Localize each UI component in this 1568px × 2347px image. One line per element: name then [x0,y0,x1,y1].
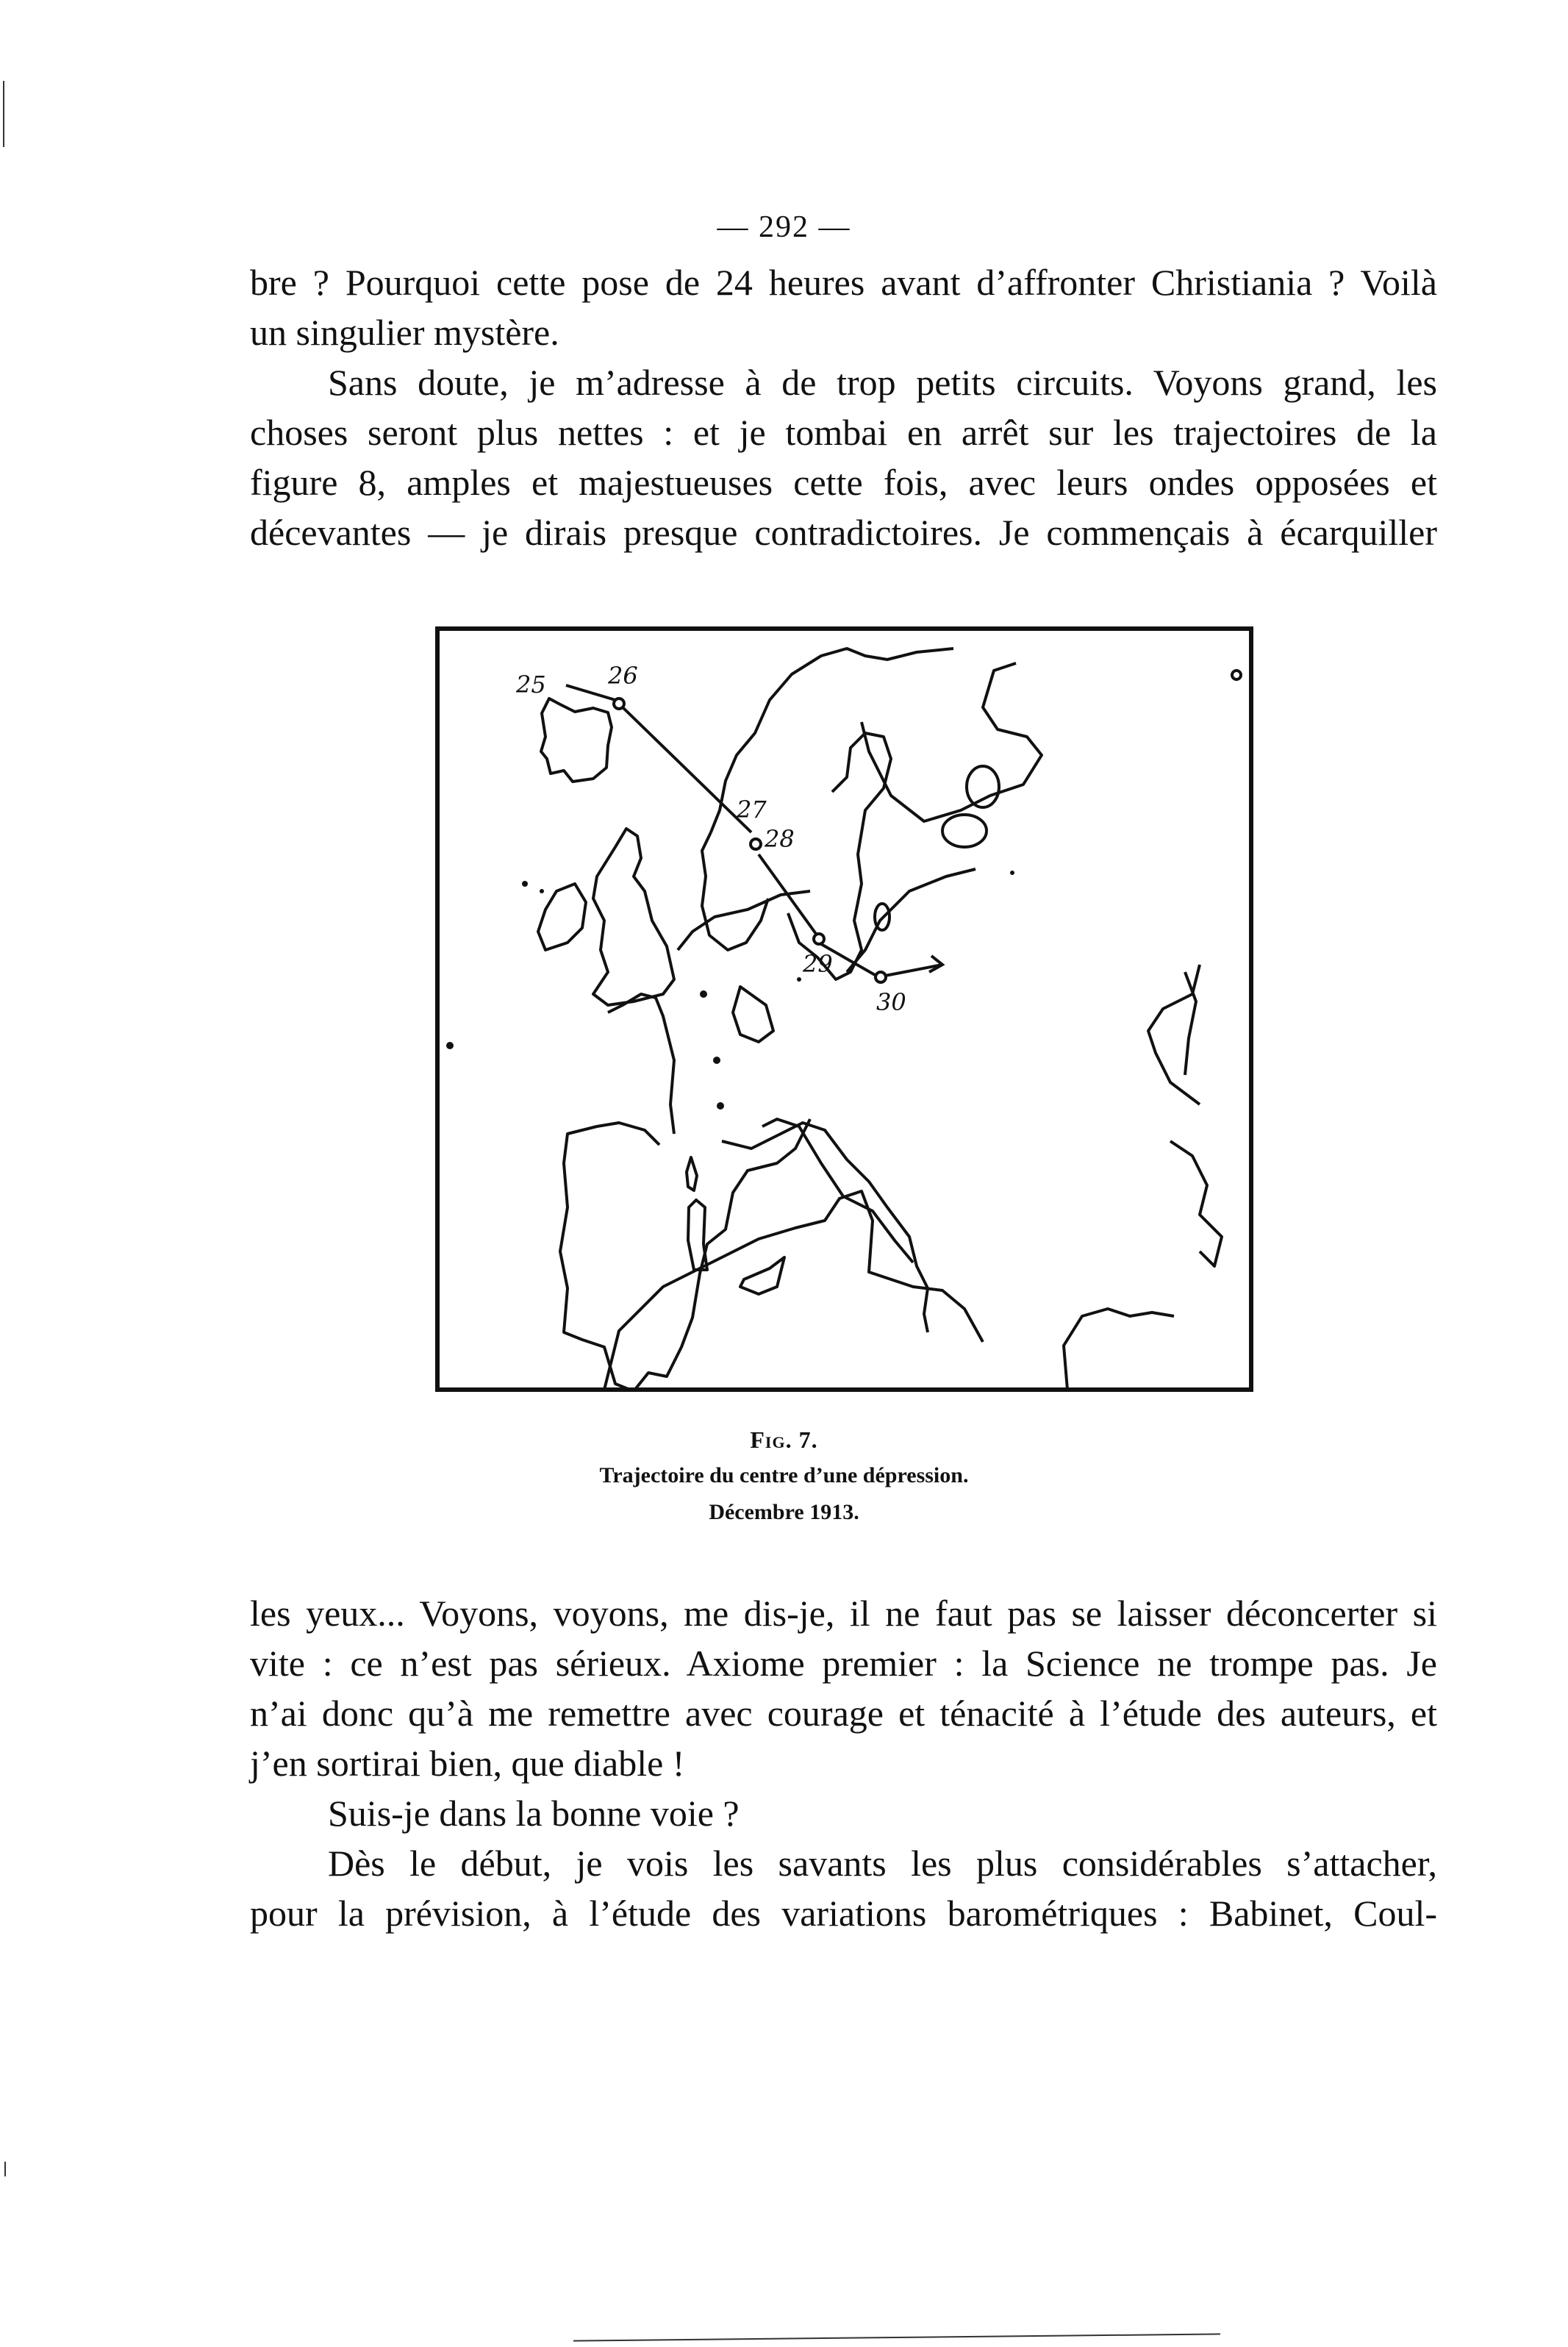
label-27: 27 [737,796,767,824]
page-number: — 292 — [717,210,851,244]
text-line: Suis-je dans la bonne voie ? [328,1793,740,1834]
scan-edge-mark [3,81,4,147]
label-26: 26 [608,662,638,690]
text-line: les yeux... Voyons, voyons, me dis-je, il ne faut pas se laisser déconcerter si [250,1593,1437,1634]
text-line: bre ? Pourquoi cette pose de 24 heures avant d’affronter Christiania ? Voilà [250,262,1437,303]
paragraph-block-top [250,257,1437,557]
scan-bottom-line [573,2333,1220,2341]
label-30: 30 [876,988,906,1016]
figure-date: Décembre 1913. [709,1500,859,1524]
text-line: figure 8, amples et majestueuses cette fois, avec leurs ondes opposées et [250,462,1437,503]
figure-title: Trajectoire du centre d’une dépression. [599,1463,969,1487]
text-line: pour la prévision, à l’étude des variations barométriques : Babinet, Coul- [250,1893,1437,1934]
label-29: 29 [803,950,833,978]
europe-map-icon [435,626,1253,1392]
text-line: n’ai donc qu’à me remettre avec courage et ténacité à l’étude des auteurs, et [250,1693,1437,1734]
text-line: Sans doute, je m’adresse à de trop petits circuits. Voyons grand, les [328,362,1437,403]
scan-edge-mark [4,2162,6,2176]
text-line: vite : ce n’est pas sérieux. Axiome premier : la Science ne trompe pas. Je [250,1643,1437,1684]
text-line: décevantes — je dirais presque contradictoires. Je commençais à écarquiller [250,512,1437,553]
text-line: un singulier mystère. [250,312,559,353]
paragraph-block-bottom [250,1588,1437,1938]
text-line: j’en sortirai bien, que diable ! [250,1743,685,1784]
label-25: 25 [516,671,546,699]
text-line: Dès le début, je vois les savants les plus considérables s’attacher, [328,1843,1437,1884]
text-line: choses seront plus nettes : et je tombai en arrêt sur les trajectoires de la [250,412,1437,453]
label-28: 28 [765,825,795,853]
figure-map [435,626,1253,1392]
figure-label: Fig. 7. [750,1426,818,1453]
